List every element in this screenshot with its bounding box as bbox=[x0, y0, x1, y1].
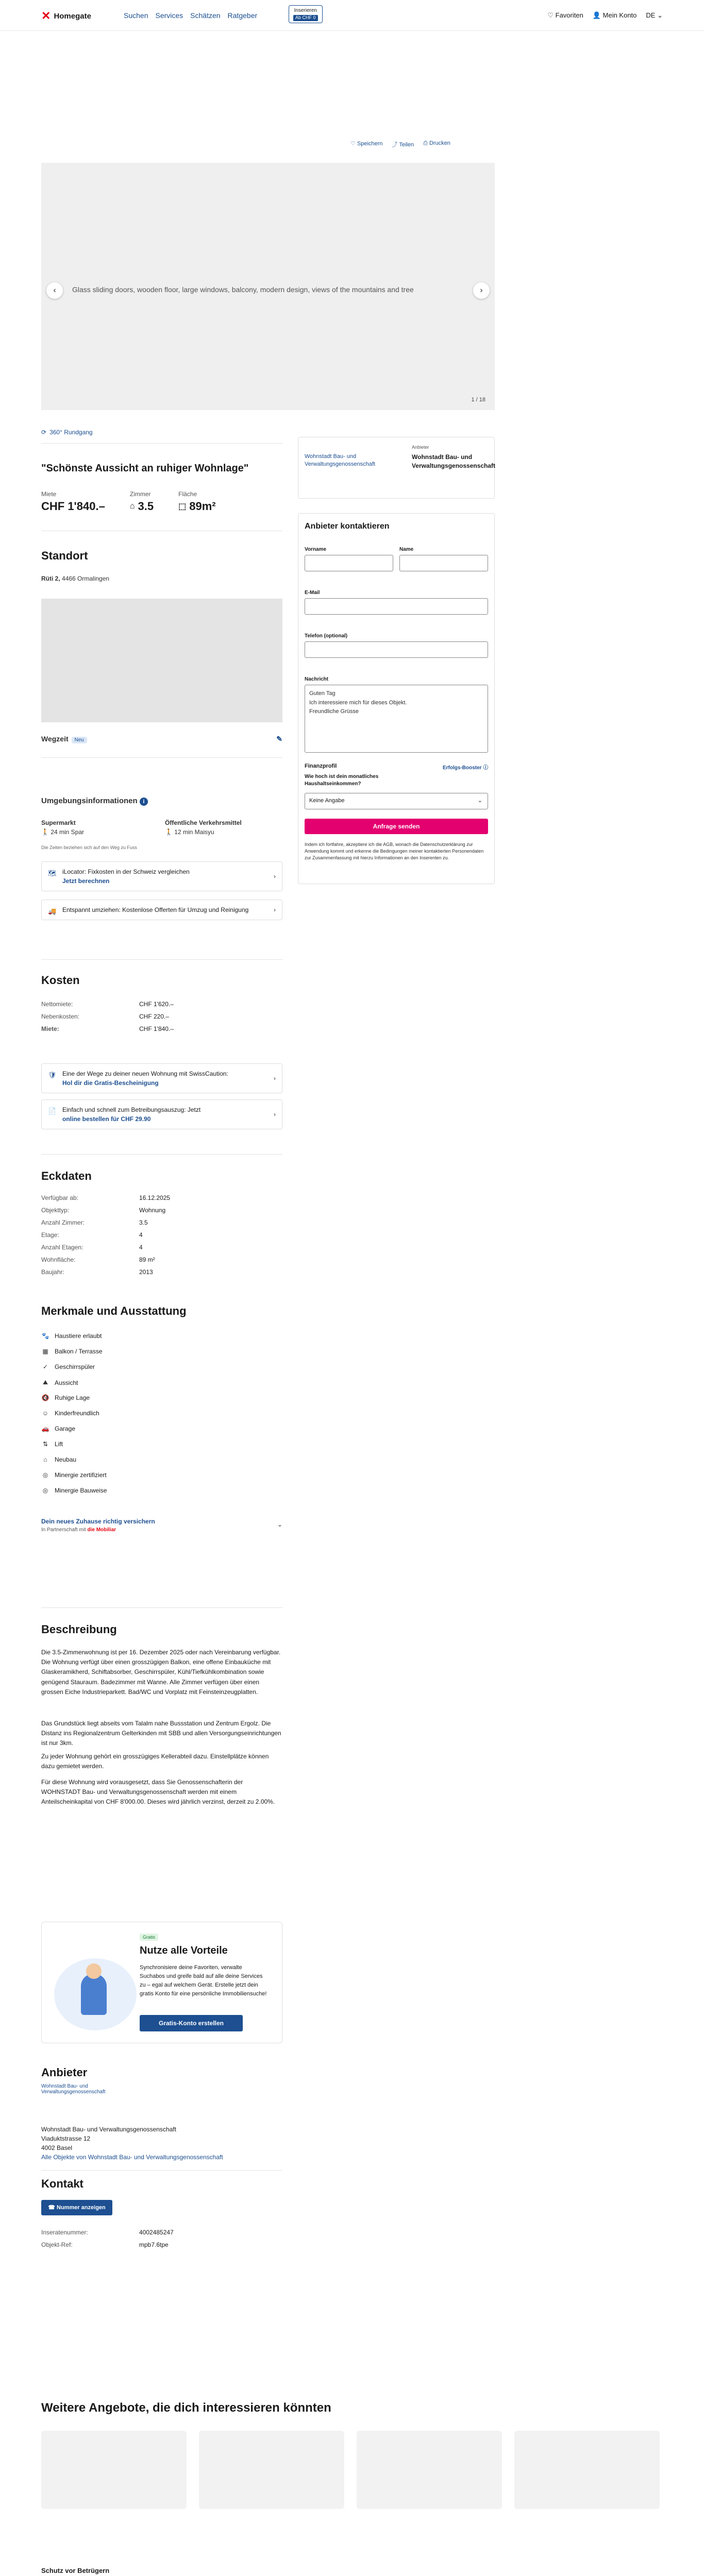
swisscaution-card[interactable]: 🛡 Eine der Wege zu deiner neuen Wohnung mit SwissCaution: Hol dir die Gratis-Bescheinigung › bbox=[41, 1063, 282, 1093]
feature-item: ▦ Balkon / Terrasse bbox=[41, 1348, 103, 1355]
balcony-icon: ▦ bbox=[42, 1348, 48, 1355]
listing-title: "Schönste Aussicht an ruhiger Wohnlage" bbox=[41, 463, 249, 474]
chevron-right-icon: › bbox=[274, 1075, 276, 1082]
lift-icon: ⇅ bbox=[42, 1440, 48, 1448]
view-icon: ⛰ bbox=[42, 1379, 48, 1386]
listing-actions bbox=[350, 140, 450, 148]
print-button[interactable]: ⎙ Drucken bbox=[423, 140, 450, 146]
provider-summary-card: Wohnstadt Bau- und Verwaltungsgenossenschaft Anbieter Wohnstadt Bau- und Verwaltungsgenossenschaft bbox=[298, 437, 495, 499]
divider bbox=[41, 1154, 282, 1155]
language-select[interactable]: DE ⌄ bbox=[646, 11, 663, 19]
fraud-heading: Schutz vor Betrügern bbox=[41, 2567, 110, 2574]
description-p1: Die 3.5-Zimmerwohnung ist per 16. Dezember 2025 oder nach Vereinbarung verfügbar. Die Wohnung verfügt über einen grosszügigen Balkon, eine offene Einbauküche mit Glaskeramikherd, Schiftabsorber, Geschirrspüler, Kühl/Tiefkühlkombination sowie genügend Stauraum. Badezimmer mit Wanne. Alle Zimmer verfügen über einen grossen Eiche Industrieparkett. Bad/WC und Vorplatz mit Feinsteinzeugplatten. bbox=[41, 1649, 281, 1696]
image-gallery[interactable] bbox=[41, 163, 495, 410]
logo-mark-icon: ✕ bbox=[41, 9, 51, 22]
provider-heading: Anbieter bbox=[41, 2066, 88, 2079]
new-badge: Neu bbox=[72, 737, 87, 743]
chevron-right-icon: › bbox=[274, 906, 276, 913]
message-textarea[interactable]: Guten Tag Ich interessiere mich für dieses Objekt. Freundliche Grüsse bbox=[305, 685, 488, 753]
description-p2: Das Grundstück liegt abseits vom Talalm nahe Bussstation und Zentrum Ergolz. Die Distanz ins Regionalzentrum Gelterkinden mit SBB und allen Versorgungseinrichtungen ist nur 3km. bbox=[41, 1720, 281, 1747]
share-button[interactable]: ⤴ Teilen bbox=[392, 142, 414, 148]
nav-suchen[interactable]: Suchen bbox=[124, 11, 148, 20]
description-p4: Für diese Wohnung wird vorausgesetzt, dass Sie Genossenschafterin der WOHNSTADT Bau- und Verwaltungsgenossenschaft werden mit einem Anteilscheinkapital von CHF 8'000.00. Dieses wird jährlich verzinst, derzeit zu 2.00%. bbox=[41, 1778, 275, 1806]
shield-icon: 🛡 bbox=[48, 1071, 57, 1079]
virtual-tour-link[interactable]: ⟳ 360° Rundgang bbox=[41, 429, 93, 436]
info-icon: ⓘ bbox=[483, 765, 489, 771]
fact-row: Etage: 4 bbox=[41, 1231, 143, 1239]
location-map[interactable] bbox=[41, 599, 282, 722]
fact-row: Verfügbar ab: 16.12.2025 bbox=[41, 1194, 171, 1201]
divider bbox=[41, 959, 282, 960]
location-heading: Standort bbox=[41, 549, 88, 562]
features-heading: Merkmale und Ausstattung bbox=[41, 1304, 187, 1317]
chevron-right-icon: › bbox=[480, 286, 483, 295]
nav-schaetzen[interactable]: Schätzen bbox=[190, 11, 221, 20]
transport-distance: 🚶 12 min Maisyu bbox=[165, 828, 214, 836]
similar-card-placeholder[interactable] bbox=[41, 2431, 187, 2509]
mobiliar-insurance[interactable]: Dein neues Zuhause richtig versichern ⌄ In Partnerschaft mit die Mobiliar bbox=[41, 1518, 282, 1533]
chevron-right-icon: › bbox=[274, 873, 276, 880]
description-p3: Zu jeder Wohnung gehört ein grosszügiges Kellerabteil dazu. Einstellplätze können dazu gemietet werden. bbox=[41, 1753, 269, 1770]
inserieren-button[interactable]: Inserieren Ab CHF 0 bbox=[289, 5, 323, 23]
feature-item: ☺ Kinderfreundlich bbox=[42, 1410, 99, 1417]
child-icon: ☺ bbox=[42, 1410, 49, 1417]
cost-row: Miete: CHF 1'840.– bbox=[41, 1025, 174, 1032]
costs-heading: Kosten bbox=[41, 974, 80, 987]
heart-icon: ♡ bbox=[547, 11, 554, 19]
nav-services[interactable]: Services bbox=[155, 11, 183, 20]
divider bbox=[41, 1607, 282, 1608]
site-header bbox=[0, 0, 704, 31]
main-nav bbox=[124, 11, 257, 20]
fact-row: Anzahl Zimmer: 3.5 bbox=[41, 1219, 148, 1226]
create-account-button[interactable]: Gratis-Konto erstellen bbox=[140, 2015, 243, 2031]
all-listings-link[interactable]: Alle Objekte von Wohnstadt Bau- und Verwaltungsgenossenschaft bbox=[41, 2154, 223, 2161]
contact-row: Objekt-Ref: mpb7.6tpe bbox=[41, 2241, 169, 2248]
ilocator-card[interactable]: 🗺 iLocator: Fixkosten in der Schweiz vergleichen Jetzt berechnen › bbox=[41, 861, 282, 891]
send-request-button[interactable]: Anfrage senden bbox=[305, 819, 488, 834]
similar-card-placeholder[interactable] bbox=[357, 2431, 502, 2509]
account-link[interactable]: 👤 Mein Konto bbox=[592, 11, 637, 19]
rooms-icon: ⌂ bbox=[129, 502, 135, 511]
feature-item: 🔇 Ruhige Lage bbox=[41, 1394, 90, 1401]
mobiliar-logo: die Mobiliar bbox=[87, 1527, 116, 1533]
sidebar-provider-logo[interactable]: Wohnstadt Bau- und Verwaltungsgenossenschaft bbox=[305, 453, 375, 468]
cost-row: Nettomiete: CHF 1'620.– bbox=[41, 1001, 174, 1008]
truck-icon: 🚚 bbox=[48, 907, 57, 915]
feature-item: ⇅ Lift bbox=[41, 1440, 63, 1448]
phone-icon: ☎ bbox=[48, 2205, 55, 2211]
feature-item: 🚗 Garage bbox=[41, 1425, 76, 1432]
feature-item: ◎ Minergie zertifiziert bbox=[41, 1471, 107, 1479]
minergie-icon: ◎ bbox=[42, 1471, 48, 1479]
phone-input[interactable] bbox=[305, 641, 488, 658]
feature-item: ✓ Geschirrspüler bbox=[41, 1363, 95, 1370]
provider-address: Wohnstadt Bau- und Verwaltungsgenossenschaft Viaduktstrasse 12 4002 Basel Alle Objekte von Wohnstadt Bau- und Verwaltungsgenossenschaft bbox=[41, 2126, 223, 2161]
nav-ratgeber[interactable]: Ratgeber bbox=[227, 11, 258, 20]
fact-row: Objekttyp: Wohnung bbox=[41, 1207, 166, 1214]
chevron-down-icon: ⌄ bbox=[657, 11, 663, 19]
facts-heading: Eckdaten bbox=[41, 1170, 92, 1182]
feature-item: ⌂ Neubau bbox=[41, 1456, 76, 1463]
account-promo: Gratis Nutze alle Vorteile Synchronisiere deine Favoriten, verwalte Suchabos und greife bald auf alle deine Services zu – egal auf welchem Gerät. Erstelle jetzt dein gratis Konto für eine persönliche Immobiliensuche! Gratis-Konto erstellen bbox=[41, 1922, 282, 2043]
contact-heading: Kontakt bbox=[41, 2177, 83, 2190]
similar-card-placeholder[interactable] bbox=[199, 2431, 344, 2509]
email-input[interactable] bbox=[305, 598, 488, 615]
description-heading: Beschreibung bbox=[41, 1623, 117, 1636]
firstname-input[interactable] bbox=[305, 555, 393, 571]
homegate-logo[interactable]: ✕ Homegate bbox=[41, 9, 91, 22]
cost-row: Nebenkosten: CHF 220.– bbox=[41, 1013, 170, 1020]
garage-icon: 🚗 bbox=[41, 1425, 49, 1432]
chevron-down-icon: ⌄ bbox=[477, 798, 482, 804]
fact-row: Wohnfläche: 89 m² bbox=[41, 1256, 155, 1263]
contact-row: Inseratenummer: 4002485247 bbox=[41, 2229, 174, 2236]
walk-icon: 🚶 bbox=[41, 828, 49, 836]
debt-extract-card[interactable]: 📄 Einfach und schnell zum Betreibungsauszug: Jetzt online bestellen für CHF 29.90 › bbox=[41, 1099, 282, 1129]
price: CHF 1'840.– bbox=[41, 500, 105, 513]
favorites-link[interactable]: ♡ Favoriten bbox=[547, 11, 583, 19]
surroundings-heading: Umgebungsinformationen i bbox=[41, 796, 148, 806]
gratis-badge: Gratis bbox=[140, 1934, 158, 1941]
commute-row[interactable]: Wegzeit Neu ✎ bbox=[41, 735, 282, 743]
new-building-icon: ⌂ bbox=[43, 1456, 47, 1463]
dishwasher-icon: ✓ bbox=[42, 1363, 48, 1370]
chevron-left-icon: ‹ bbox=[53, 286, 56, 295]
edit-icon[interactable]: ✎ bbox=[276, 735, 282, 743]
map-icon: 🗺 bbox=[48, 869, 57, 877]
divider bbox=[41, 443, 282, 444]
walk-icon: 🚶 bbox=[165, 828, 173, 836]
finance-booster-link[interactable]: Erfolgs-Booster ⓘ bbox=[443, 765, 489, 771]
divider bbox=[41, 757, 282, 758]
feature-item: ⛰ Aussicht bbox=[41, 1379, 78, 1386]
user-icon: 👤 bbox=[592, 11, 601, 19]
minergie-icon: ◎ bbox=[42, 1487, 48, 1494]
quiet-icon: 🔇 bbox=[41, 1394, 49, 1401]
contact-form: Anbieter kontaktieren Vorname Name E-Mail Telefon (optional) Nachricht Guten Tag Ich interessiere mich für dieses Objekt. Freundliche Grüsse Finanzprofil Erfolgs-Booster ⓘ Wie hoch ist dein monatliches Haushaltseinkommen? Keine Angabe ⌄ Anfrage senden Indem ich fortfahre, akzeptiere ich die AGB, wonach die Datenschutzerklärung zur Anwendung kommt und erkenne die Bedingungen meiner kontaktierten Personendaten zur Zusammenfassung mit hierzu Informationen an den Inserenten zu. bbox=[298, 513, 495, 884]
key-facts: Miete CHF 1'840.– Zimmer ⌂ 3.5 Fläche ⬚ 89m² bbox=[41, 490, 216, 513]
chevron-right-icon: › bbox=[274, 1111, 276, 1118]
fact-row: Baujahr: 2013 bbox=[41, 1268, 153, 1276]
divider bbox=[41, 2170, 282, 2171]
similar-card-placeholder[interactable] bbox=[514, 2431, 660, 2509]
heart-icon: ♡ bbox=[350, 141, 356, 147]
pet-icon: 🐾 bbox=[41, 1332, 49, 1340]
show-number-button[interactable]: ☎ Nummer anzeigen bbox=[41, 2200, 112, 2215]
area-icon: ⬚ bbox=[178, 502, 187, 511]
lastname-input[interactable] bbox=[399, 555, 488, 571]
income-select[interactable]: Keine Angabe ⌄ bbox=[305, 793, 488, 809]
rooms: 3.5 bbox=[138, 500, 154, 513]
supermarket-distance: 🚶 24 min Spar bbox=[41, 828, 84, 836]
gallery-counter: 1 / 18 bbox=[471, 397, 485, 403]
similar-heading: Weitere Angebote, die dich interessieren könnten bbox=[41, 2401, 331, 2415]
info-icon[interactable]: i bbox=[140, 798, 148, 806]
provider-logo[interactable]: Wohnstadt Bau- und Verwaltungsgenossenschaft bbox=[41, 2083, 106, 2095]
gallery-next-button[interactable] bbox=[473, 282, 490, 299]
chevron-down-icon: ⌄ bbox=[277, 1521, 282, 1528]
promo-illustration bbox=[54, 1958, 137, 2030]
feature-item: ◎ Minergie Bauweise bbox=[41, 1487, 107, 1494]
360-icon: ⟳ bbox=[41, 429, 47, 436]
gallery-caption: Glass sliding doors, wooden floor, large windows, balcony, modern design, views of the mountains and tree bbox=[72, 285, 414, 294]
address: Rüti 2, 4466 Ormalingen bbox=[41, 575, 110, 582]
document-icon: 📄 bbox=[48, 1107, 57, 1115]
save-button[interactable]: ♡ Speichern bbox=[350, 141, 383, 147]
moving-offers-card[interactable]: 🚚 Entspannt umziehen: Kostenlose Offerten für Umzug und Reinigung › bbox=[41, 900, 282, 920]
fact-row: Anzahl Etagen: 4 bbox=[41, 1244, 143, 1251]
area: 89m² bbox=[189, 500, 216, 513]
gallery-prev-button[interactable] bbox=[46, 282, 63, 299]
print-icon: ⎙ bbox=[423, 140, 428, 146]
share-icon: ⤴ bbox=[392, 142, 398, 148]
feature-item: 🐾 Haustiere erlaubt bbox=[41, 1332, 102, 1340]
